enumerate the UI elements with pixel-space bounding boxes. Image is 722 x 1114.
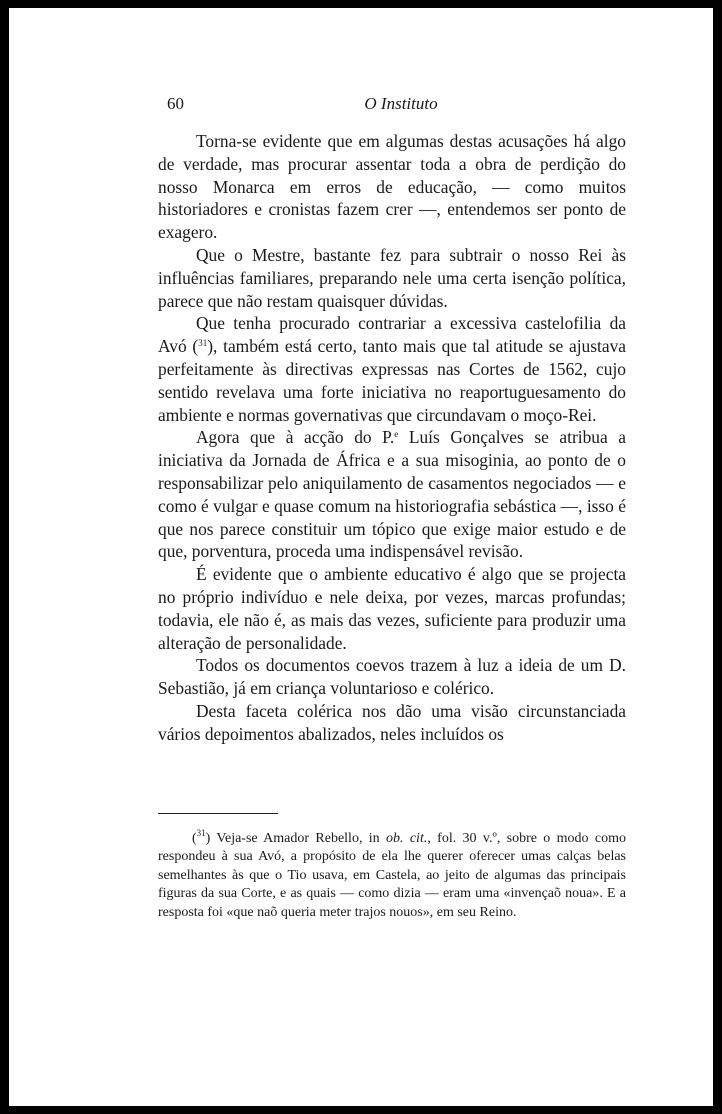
paragraph-text: Que tenha procurado contrariar a excessiva castelofilia da Avó (	[158, 313, 626, 357]
paragraph	[158, 426, 626, 563]
paragraph: Que o Mestre, bastante fez para subtrair o nosso Rei às influências familiares, preparando nele uma certa isenção política, parece que não restam quaisquer dúvidas.	[158, 244, 626, 311]
paragraph	[158, 312, 626, 426]
paragraph-text: Agora que à acção do P.	[196, 427, 395, 448]
footnote-number: 31	[196, 828, 206, 838]
footnote-divider	[158, 813, 278, 814]
footnote-31: ($^{31}$) Veja-se Amador Rebello, in ob. cit., fol. 30 v.º, sobre o modo como respondeu à sua Avó, a propósito de ela lhe querer oferecer umas calças belas semelhantes às que o Tio usava, em Castela, ao jeito de algumas das principais figuras da sua Corte, e as quais — como dizia — eram uma «invençaõ noua». E a resposta foi «que naõ queria meter trajos nouos», em seu Reino.	[158, 828, 626, 920]
running-title: O Instituto	[364, 94, 438, 113]
footnote-text: Veja-se Amador Rebello, in	[216, 831, 386, 846]
paragraph-text: ), também está certo, tanto mais que tal atitude se ajustava perfeitamente às directivas expressas nas Cortes de 1562, cujo sentido revelava uma forte iniciativa no reaportuguesamento do ambiente e normas governativas que circundavam o moço-Rei.	[158, 336, 626, 425]
abbreviation-superscript: e	[394, 429, 399, 440]
paragraph: Todos os documentos coevos trazem à luz a ideia de um D. Sebastião, já em criança voluntarioso e colérico.	[158, 655, 626, 699]
paragraph: Torna-se evidente que em algumas destas acusações há algo de verdade, mas procurar assentar toda a obra de perdição do nosso Monarca em erros de educação, — como muitos historiadores e cronistas fazem crer —, entendemos ser ponto de exagero.	[158, 131, 626, 243]
footnote-citation: ob. cit.	[386, 831, 428, 846]
body-text	[158, 130, 626, 746]
paragraph: Desta faceta colérica nos dão uma visão circunstanciada vários depoimentos abalizados, neles incluídos os	[158, 700, 626, 744]
footnote-text: , fol. 30 v.º, sobre o modo como respondeu à sua Avó, a propósito de ela lhe querer oferecer umas calças belas semelhantes às que o Tio usava, em Castela, ao jeito de algumas das principais figuras da sua Corte, e as quais — como dizia — eram uma «invençaõ noua». E a resposta foi «que naõ queria meter trajos nouos», em seu Reino.	[158, 831, 626, 920]
paragraph-text: Luís Gonçalves se atribua a iniciativa da Jornada de África e a sua misoginia, ao ponto de o responsabilizar pelo aniquilamento de casamentos negociados — e como é vulgar e quase comum na historiografia sebástica —, isso é que nos parece constituir um tópico que exige maior estudo e de que, porventura, proceda uma indispensável revisão.	[158, 427, 626, 562]
paragraph: É evidente que o ambiente educativo é algo que se projecta no próprio indivíduo e nele deixa, por vezes, marcas profundas; todavia, ele não é, as mais das vezes, suficiente para produzir uma alteração de personalidade.	[158, 564, 626, 653]
page-number: 60	[167, 94, 184, 113]
running-head	[167, 94, 635, 118]
footnotes	[158, 830, 626, 922]
footnote-reference: 31	[198, 338, 208, 349]
